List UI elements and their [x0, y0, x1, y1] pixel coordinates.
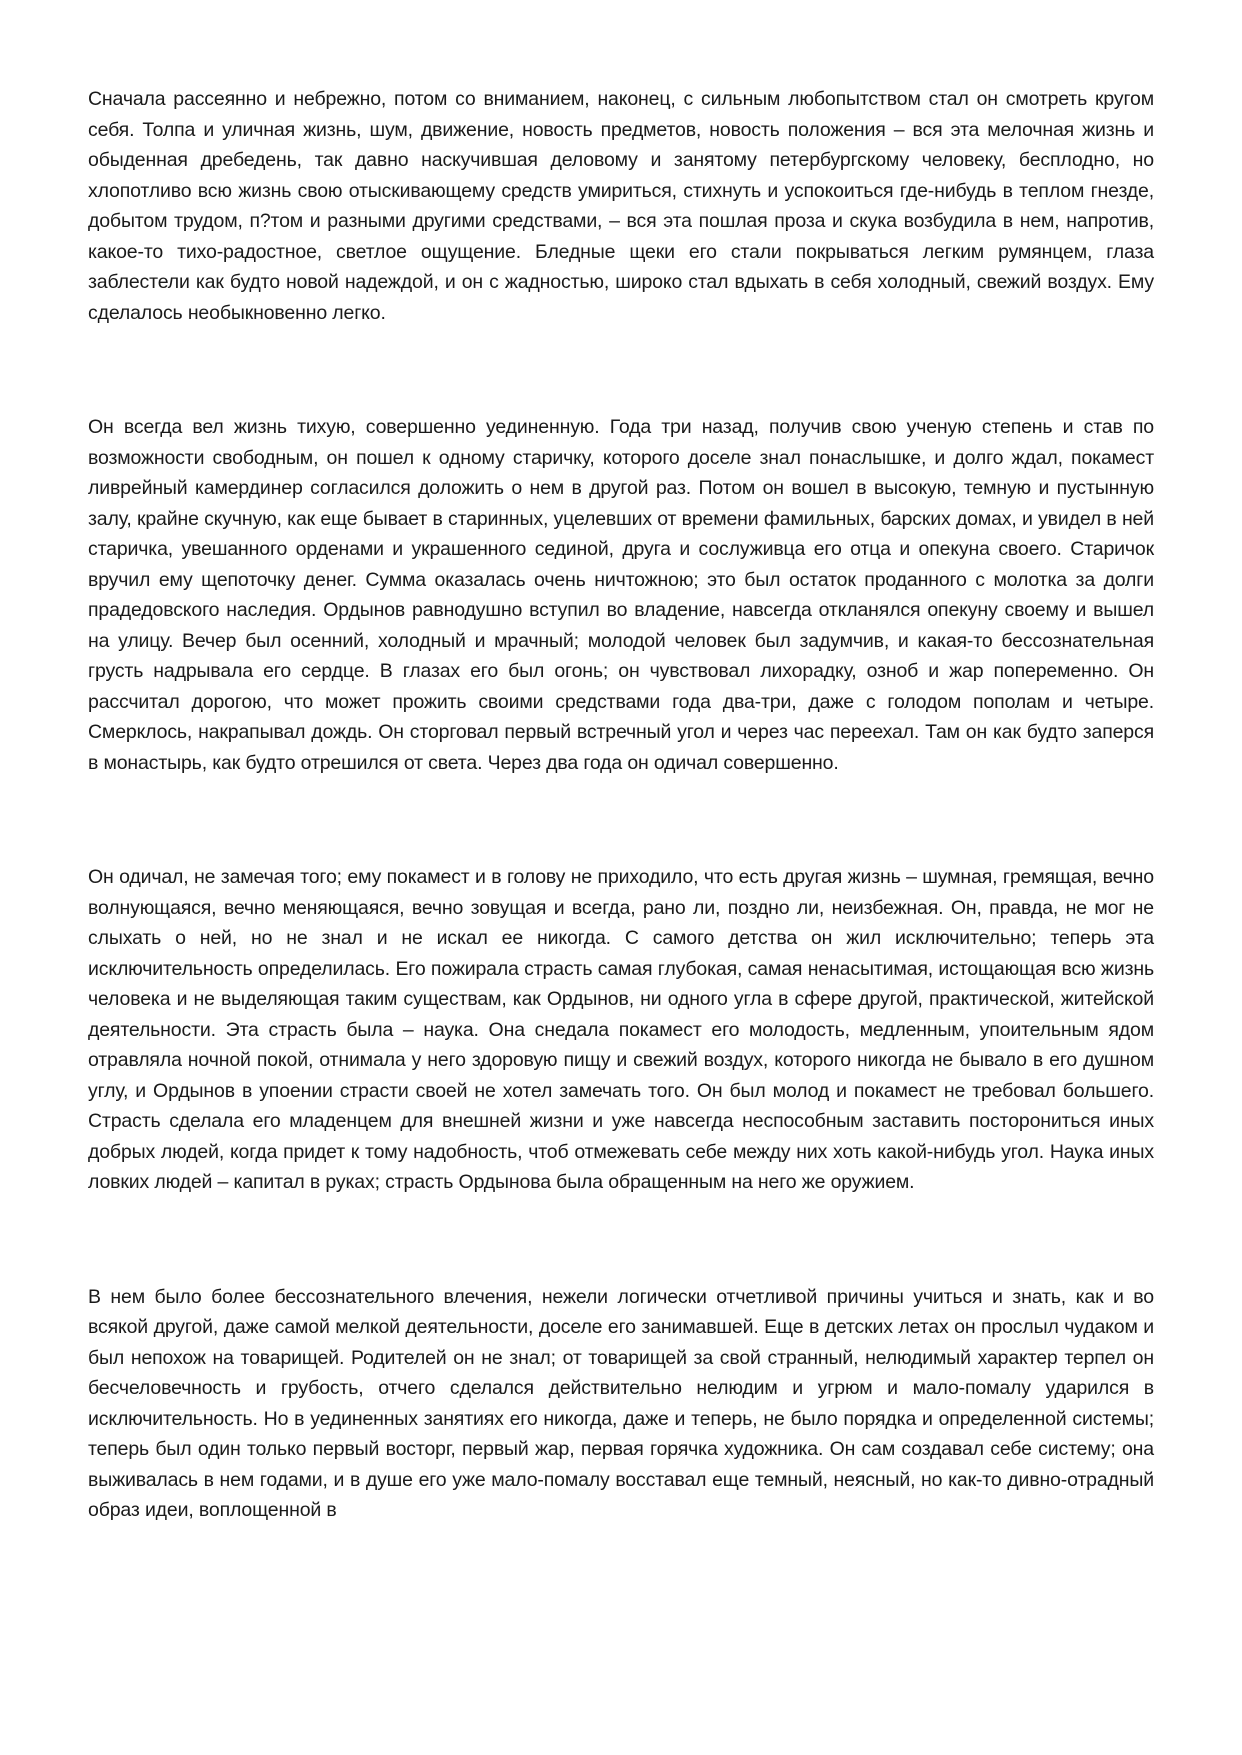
- paragraph-1: Сначала рассеянно и небрежно, потом со вниманием, наконец, с сильным любопытством стал он смотреть кругом себя. Толпа и уличная жизнь, шум, движение, новость предметов, новость положения – вся эта мелочная жизнь и обыденная дребедень, так давно наскучившая деловому и занятому петербургскому человеку, бесплодно, но хлопотливо всю жизнь свою отыскивающему средств умириться, стихнуть и успокоиться где-нибудь в теплом гнезде, добытом трудом, п?том и разными другими средствами, – вся эта пошлая проза и скука возбудила в нем, напротив, какое-то тихо-радостное, светлое ощущение. Бледные щеки его стали покрываться легким румянцем, глаза заблестели как будто новой надеждой, и он с жадностью, широко стал вдыхать в себя холодный, свежий воздух. Ему сделалось необыкновенно легко.: [88, 88, 1154, 324]
- paragraph-4: В нем было более бессознательного влечения, нежели логически отчетливой причины учиться и знать, как и во всякой другой, даже самой мелкой деятельности, доселе его занимавшей. Еще в детских летах он прослыл чудаком и был непохож на товарищей. Родителей он не знал; от товарищей за свой странный, нелюдимый характер терпел он бесчеловечность и грубость, отчего сделался действительно нелюдим и угрюм и мало-помалу ударился в исключительность. Но в уединенных занятиях его никогда, даже и теперь, не было порядка и определенной системы; теперь был один только первый восторг, первый жар, первая горячка художника. Он сам создавал себе систему; она выживалась в нем годами, и в душе его уже мало-помалу восставал еще темный, неясный, но как-то дивно-отрадный образ идеи, воплощенной в: [88, 1285, 1154, 1521]
- paragraph-3: Он одичал, не замечая того; ему покамест и в голову не приходило, что есть другая жизнь – шумная, гремящая, вечно волнующаяся, вечно меняющаяся, вечно зовущая и всегда, рано ли, поздно ли, неизбежная. Он, правда, не мог не слыхать о ней, но не знал и не искал ее никогда. С самого детства он жил исключительно; теперь эта исключительность определилась. Его пожирала страсть самая глубокая, самая ненасытимая, истощающая всю жизнь человека и не выделяющая таким существам, как Ордынов, ни одного угла в сфере другой, практической, житейской деятельности. Эта страсть была – наука. Она снедала покамест его молодость, медленным, упоительным ядом отравляла ночной покой, отнимала у него здоровую пищу и свежий воздух, которого никогда не бывало в его душном углу, и Ордынов в упоении страсти своей не хотел замечать того. Он был молод и покамест не требовал большего. Страсть сделала его младенцем для внешней жизни и уже навсегда неспособным заставить посторониться иных добрых людей, когда придет к тому надобность, чтоб отмежевать себе между них хоть какой-нибудь угол. Наука иных ловких людей – капитал в руках; страсть Ордынова была обращенным на него же оружием.: [88, 866, 1154, 1193]
- paragraph-2: Он всегда вел жизнь тихую, совершенно уединенную. Года три назад, получив свою ученую степень и став по возможности свободным, он пошел к одному старичку, которого доселе знал понаслышке, и долго ждал, покамест ливрейный камердинер согласился доложить о нем в другой раз. Потом он вошел в высокую, темную и пустынную залу, крайне скучную, как еще бывает в старинных, уцелевших от времени фамильных, барских домах, и увидел в ней старичка, увешанного орденами и украшенного сединой, друга и сослуживца его отца и опекуна своего. Старичок вручил ему щепоточку денег. Сумма оказалась очень ничтожною; это был остаток проданного с молотка за долги прадедовского наследия. Ордынов равнодушно вступил во владение, навсегда откланялся опекуну своему и вышел на улицу. Вечер был осенний, холодный и мрачный; молодой человек был задумчив, и какая-то бессознательная грусть надрывала его сердце. В глазах его был огонь; он чувствовал лихорадку, озноб и жар попеременно. Он рассчитал дорогою, что может прожить своими средствами года два-три, даже с голодом пополам и четыре. Смерклось, накрапывал дождь. Он сторговал первый встречный угол и через час переехал. Там он как будто заперся в монастырь, как будто отрешился от света. Через два года он одичал совершенно.: [88, 416, 1154, 774]
- document-page: [88, 84, 1154, 1526]
